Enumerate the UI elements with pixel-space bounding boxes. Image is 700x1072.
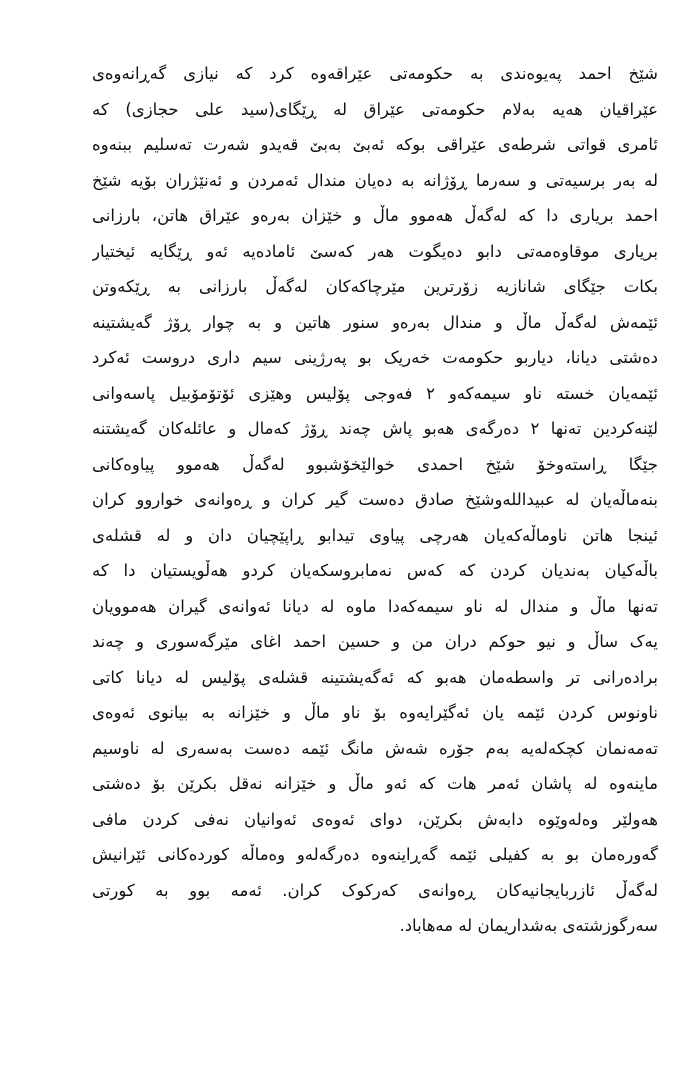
text-line: ئێمەش لەگەڵ ماڵ و مندال بەرەو سنور هاتین و بە چوار ڕۆژ گەیشتینە (92, 312, 658, 332)
text-line: تەمەنمان کچکەلەیە بەم جۆرە شەش مانگ ئێمە دەست بەسەری لە ناوسیم (92, 738, 658, 758)
text-line: ناونوس کردن ئێمە یان ئەگێرایەوە بۆ ناو ماڵ و خێزانە بە بیانوی ئەوەی (92, 703, 658, 722)
text-line: لەگەڵ ئازربایجانیەکان ڕەوانەی کەرکوک کران. ئەمە بوو بە کورتی (92, 880, 658, 900)
text-line-last: سەرگوزشتەی بەشداریمان لە مەهاباد. (399, 916, 658, 935)
text-line: ئێمەیان خستە ناو سیمەکەو ٢ فەوجی پۆلیس وهێزی ئۆتۆمۆبیل پاسەوانی (92, 383, 658, 403)
text-line: لە بەر برسیەتی و سەرما ڕۆژانە بە دەیان مندال ئەمردن و ئەنێژران بۆیە شێخ (92, 170, 658, 190)
text-line: دەشتی دیانا، دیاربو حکومەت خەریک بو پەرژینی سیم داری دروست ئەکرد (92, 348, 658, 367)
text-line: ئامری قواتی شرطەی عێراقی بوکە ئەبێ بەبێ قەیدو شەرت تەسلیم ببنەوە (92, 135, 658, 154)
text-line: بنەماڵەیان لە عبیداللەوشێخ صادق دەست گیر کران و ڕەوانەی خواروو کران (92, 490, 658, 509)
text-line: جێگا ڕاستەوخۆ شێخ احمدی خوالێخۆشبوو لەگەڵ هەموو پیاوەکانی (92, 454, 658, 474)
text-line: شێخ احمد پەیوەندی بە حکومەتی عێراقەوە کرد کە نیازی گەڕانەوەی (92, 64, 658, 83)
text-line: باڵەکیان بەندیان کردن کە کەس نەمابروسکەیان کردو هەڵویستیان دا کە (92, 561, 658, 580)
text-line: عێراقیان هەیە بەلام حکومەتی عێراق لە ڕێگای(سید علی حجازی) کە (92, 99, 658, 119)
text-line: گەورەمان بو بە کفیلی ئێمە گەڕاینەوە دەرگەلەو وەماڵە کوردەکانی ئێرانیش (92, 845, 658, 864)
text-line: ئینجا هاتن ناوماڵەکەیان هەرچی پیاوی تیدابو ڕاپێچیان دان و لە قشلەی (92, 525, 658, 545)
text-line: بریاری موقاوەمەتی دابو دەیگوت هەر کەسێ ئامادەیە ئەو ڕێگایە ئیختیار (92, 241, 658, 261)
text-line: تەنها ماڵ و مندال لە ناو سیمەکەدا ماوە لە دیانا ئەوانەی گیران هەموویان (92, 596, 658, 616)
text-line: لێنەکردین تەنها ٢ دەرگەی هەبو پاش چەند ڕۆژ کەمال و عائلەکان گەیشتنە (92, 419, 658, 438)
text-line: بکات جێگای شانازیە زۆرترین مێرچاکەکان لەگەڵ بارزانی بە ڕێکەوتن (92, 277, 658, 296)
text-line: برادەرانی تر واسطەمان هەبو کە ئەگەیشتینە قشلەی پۆلیس لە دیانا کاتی (92, 667, 658, 687)
text-line: ماینەوە لە پاشان ئەمر هات کە ئەو ماڵ و خێزانە نەقل بکرێن بۆ دەشتی (92, 774, 658, 793)
text-line: هەولێر وەلەوێوە دابەش بکرێن، دوای ئەوەی ئەوانیان نەفی کردن مافی (92, 809, 658, 829)
body-text (92, 56, 658, 944)
text-line: یەک ساڵ و نیو حوکم دران من و حسین احمد اغای مێرگەسوری و چەند (92, 632, 658, 651)
text-line: احمد بریاری دا کە لەگەڵ هەموو ماڵ و خێزان بەرەو عێراق هاتن، بارزانی (92, 206, 658, 225)
